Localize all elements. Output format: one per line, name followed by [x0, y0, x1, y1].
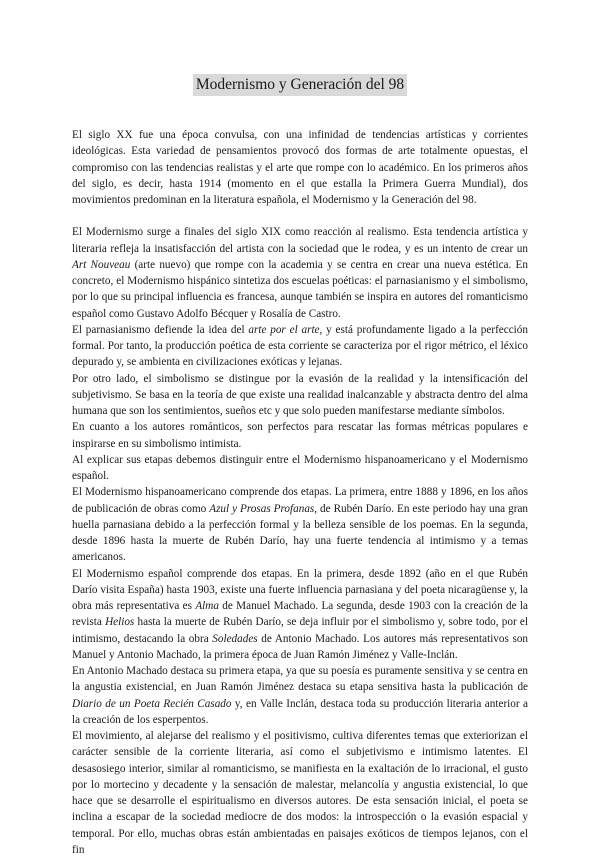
paragraph-text: Por otro lado, el simbolismo se distingue por la evasión de la realidad y la intensificación del subjetivismo. Se basa en la teoría de que existe una realidad inalcanzable y abstracta dentro del alma humana que son los sentimientos, sueños etc y que solo pueden manifestarse mediante símbolos. [72, 372, 528, 417]
paragraph [72, 224, 528, 322]
italic-text: Soledades [212, 632, 258, 645]
paragraph-text: El Modernismo español comprende dos etapas. En la primera, desde 1892 (año en el que Rubén Darío visita España) hasta 1903, existe una fuerte influencia parnasiana y del poeta nicaragüense y, la obra más representativa es [72, 567, 528, 612]
paragraph [72, 452, 528, 485]
paragraph [72, 728, 528, 858]
paragraph-text: y, en Valle Inclán, destaca toda su producción literaria anterior a la creación de los esperpentos. [72, 697, 528, 726]
title-wrap [0, 74, 600, 96]
italic-text: Diario de un Poeta Recién Casado [72, 697, 232, 710]
page-title: Modernismo y Generación del 98 [193, 74, 407, 96]
paragraph [72, 371, 528, 420]
italic-text: Azul y Prosas Profanas [209, 502, 315, 515]
paragraph [72, 322, 528, 371]
paragraph [72, 484, 528, 565]
paragraph-text: (arte nuevo) que rompe con la academia y se centra en crear una nueva estética. En concreto, el Modernismo hispánico sintetiza dos escuelas poéticas: el parnasianismo y el simbolismo, por lo que su principal influencia es francesa, aunque también se inspira en autores del romanticismo español como Gustavo Adolfo Bécquer y Rosalía de Castro. [72, 258, 528, 320]
italic-text: Alma [195, 600, 219, 612]
paragraph-text: El movimiento, al alejarse del realismo y el positivismo, cultiva diferentes temas que exteriorizan el carácter sensible de la corriente literaria, así como el subjetivismo e intimismo latentes. El desasosiego interior, similar al romanticismo, se manifiesta en la exaltación de lo irracional, el gusto por lo mortecino y decadente y la sensación de malestar, melancolía y angustia existencial, lo que hace que se desarrolle el espiritualismo en diversos autores. De esta sensación inicial, el poeta se inclina a escapar de la sociedad mediocre de dos modos: la introspección o la evasión espacial y temporal. Por ello, muchas obras están ambientadas en paisajes exóticos de tiempos lejanos, con el fin [72, 730, 528, 856]
paragraph-text: Al explicar sus etapas debemos distinguir entre el Modernismo hispanoamericano y el Modernismo español. [72, 453, 528, 482]
paragraph-text: , de Rubén Darío. En este periodo hay una gran huella parnasiana debido a la perfección formal y la belleza sensible de los poemas. En la segunda, desde 1896 hasta la muerte de Rubén Darío, hay una fuerte tendencia al intimismo y a temas americanos. [72, 502, 528, 564]
paragraph-text: En Antonio Machado destaca su primera etapa, ya que su poesía es puramente sensitiva y se centra en la angustia existencial, en Juan Ramón Jiménez destaca su etapa sensitiva hasta la publicación de [72, 665, 528, 694]
paragraph-text: El Modernismo hispanoamericano comprende dos etapas. La primera, entre 1888 y 1896, en los años de publicación de obras como [72, 486, 528, 515]
document-body [72, 127, 528, 858]
paragraph-text: de Antonio Machado. Los autores más representativos son Manuel y Antonio Machado, la primera época de Juan Ramón Jiménez y Valle-Inclán. [72, 632, 529, 661]
paragraph [72, 127, 528, 208]
paragraph-text: El Modernismo surge a finales del siglo XIX como reacción al realismo. Esta tendencia artística y literaria refleja la insatisfacción del artista con la sociedad que le rodea, y es un intento de crear un [72, 226, 528, 255]
paragraph [72, 419, 528, 452]
paragraph-text: , y está profundamente ligado a la perfección formal. Por tanto, la producción poética de esta corriente se caracteriza por el rigor métrico, el léxico depurado y, se ambienta en civilizaciones exóticas y lejanas. [72, 323, 528, 369]
italic-text: Art Nouveau [72, 258, 131, 271]
paragraph-text: de Manuel Machado. La segunda, desde 1903 con la creación de la revista [72, 600, 528, 629]
paragraph [72, 566, 528, 664]
italic-text: Helios [105, 616, 135, 629]
paragraph-text: En cuanto a los autores románticos, son perfectos para rescatar las formas métricas populares e inspirarse en su simbolismo intimista. [72, 421, 528, 450]
italic-text: arte por el arte [248, 323, 320, 336]
paragraph-text: El parnasianismo defiende la idea del [72, 323, 249, 336]
paragraph-text: hasta la muerte de Rubén Darío, se deja influir por el simbolismo y, sobre todo, por el intimismo, destacando la obra [72, 616, 528, 645]
paragraph-text: El siglo XX fue una época convulsa, con una infinidad de tendencias artísticas y corrientes ideológicas. Esta variedad de pensamientos provocó dos formas de arte totalmente opuestas, el compromiso con las tendencias realistas y el arte que rompe con lo académico. En los primeros años del siglo, es decir, hasta 1914 (momento en el que estalla la Primera Guerra Mundial), dos movimientos predominan en la literatura española, el Modernismo y la Generación del 98. [72, 129, 528, 206]
paragraph [72, 663, 528, 728]
